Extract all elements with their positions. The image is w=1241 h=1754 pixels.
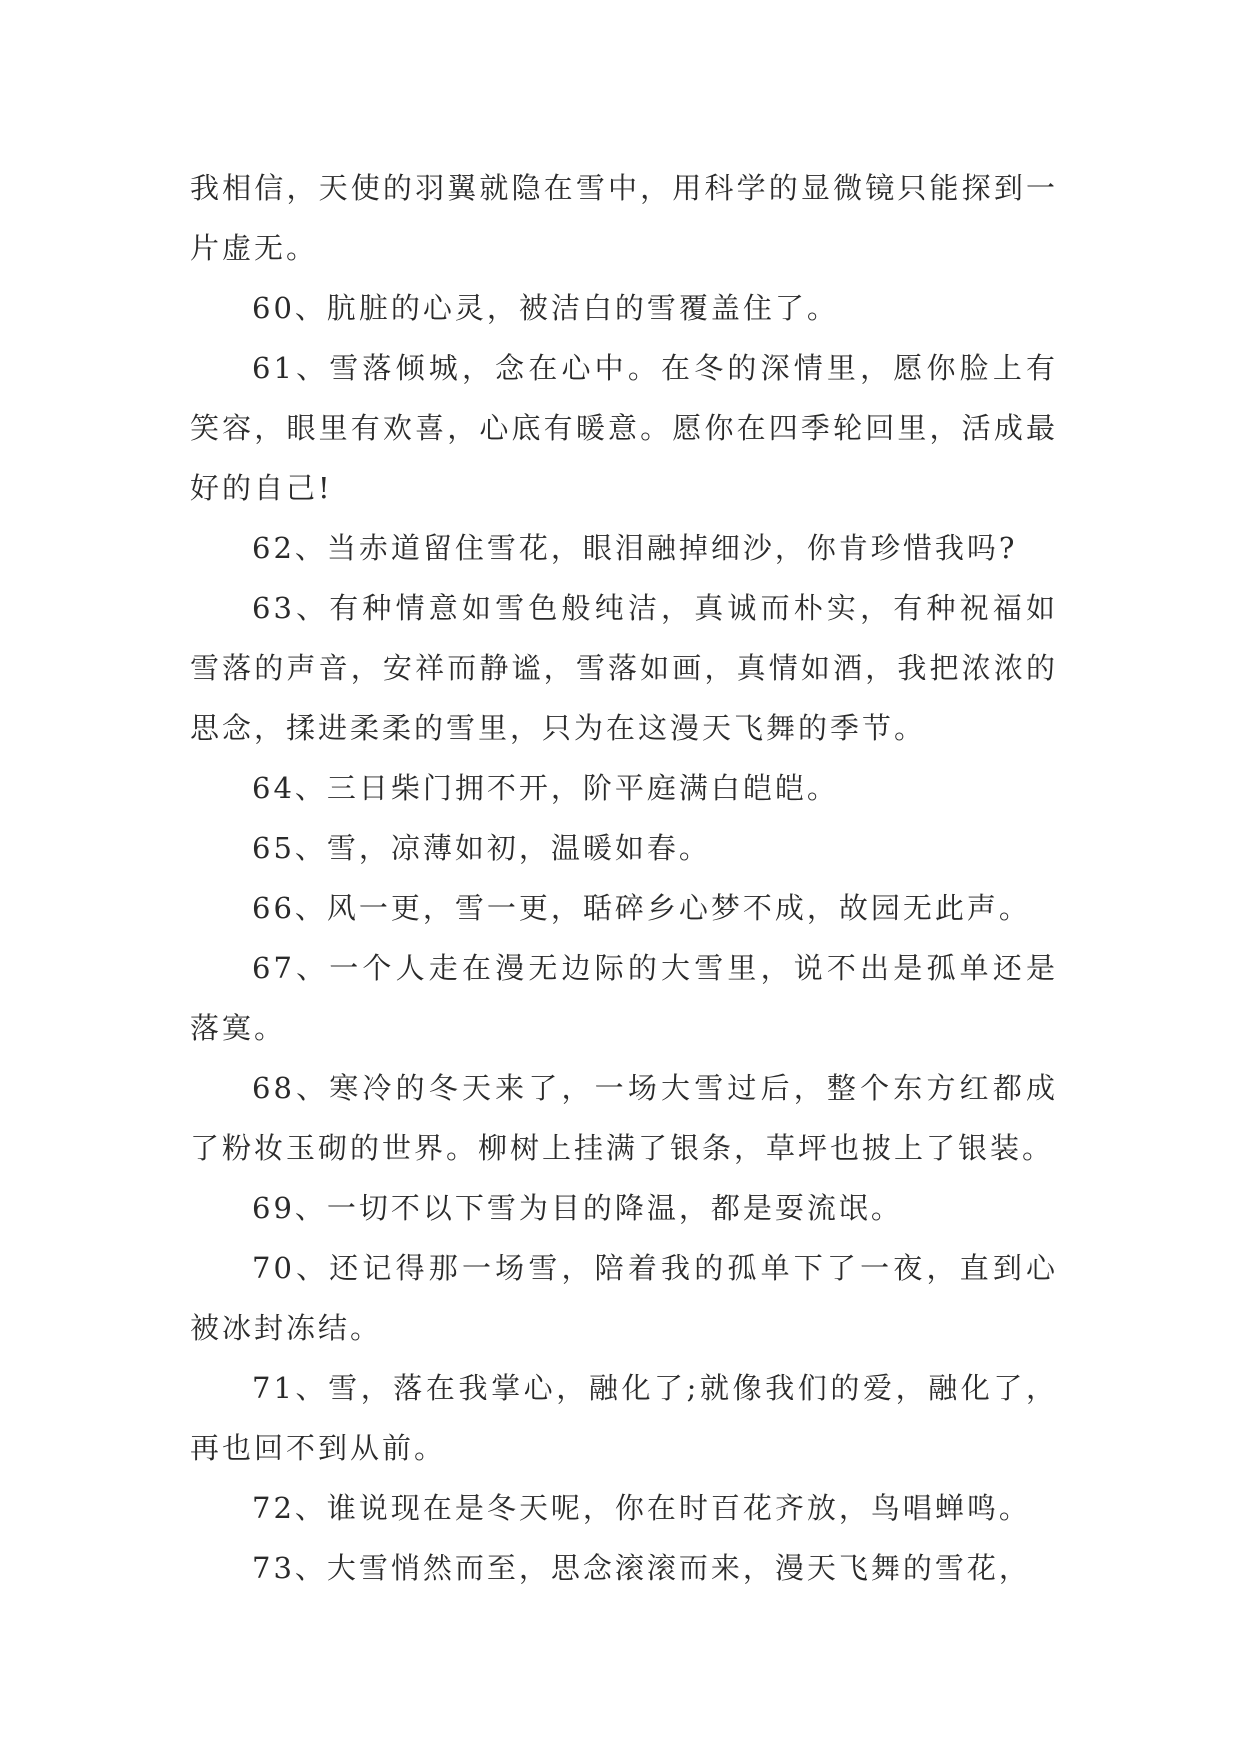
paragraph-70: 70、还记得那一场雪，陪着我的孤单下了一夜，直到心被冰封冻结。 [190, 1251, 1058, 1345]
paragraph-61: 61、雪落倾城，念在心中。在冬的深情里，愿你脸上有笑容，眼里有欢喜，心底有暖意。愿你在四季轮回里，活成最好的自己! [190, 351, 1058, 505]
paragraph-63: 63、有种情意如雪色般纯洁，真诚而朴实，有种祝福如雪落的声音，安祥而静谧，雪落如画，真情如酒，我把浓浓的思念，揉进柔柔的雪里，只为在这漫天飞舞的季节。 [190, 591, 1058, 745]
paragraph-67: 67、一个人走在漫无边际的大雪里，说不出是孤单还是落寞。 [190, 951, 1058, 1045]
paragraph-65: 65、雪，凉薄如初，温暖如春。 [252, 831, 711, 865]
paragraph-73: 73、大雪悄然而至，思念滚滚而来，漫天飞舞的雪花， [252, 1551, 1031, 1585]
paragraph-60: 60、肮脏的心灵，被洁白的雪覆盖住了。 [252, 291, 839, 325]
paragraph-62: 62、当赤道留住雪花，眼泪融掉细沙，你肯珍惜我吗? [252, 531, 1018, 565]
paragraph-continuation: 我相信，天使的羽翼就隐在雪中，用科学的显微镜只能探到一片虚无。 [190, 171, 1058, 265]
paragraph-71: 71、雪，落在我掌心，融化了;就像我们的爱，融化了，再也回不到从前。 [190, 1371, 1058, 1465]
document-body [190, 158, 1058, 1598]
paragraph-72: 72、谁说现在是冬天呢，你在时百花齐放，鸟唱蝉鸣。 [252, 1491, 1031, 1525]
paragraph-69: 69、一切不以下雪为目的降温，都是耍流氓。 [252, 1191, 903, 1225]
paragraph-64: 64、三日柴门拥不开，阶平庭满白皑皑。 [252, 771, 839, 805]
paragraph-66: 66、风一更，雪一更，聒碎乡心梦不成，故园无此声。 [252, 891, 1031, 925]
paragraph-68: 68、寒冷的冬天来了，一场大雪过后，整个东方红都成了粉妆玉砌的世界。柳树上挂满了银条，草坪也披上了银装。 [190, 1071, 1058, 1165]
